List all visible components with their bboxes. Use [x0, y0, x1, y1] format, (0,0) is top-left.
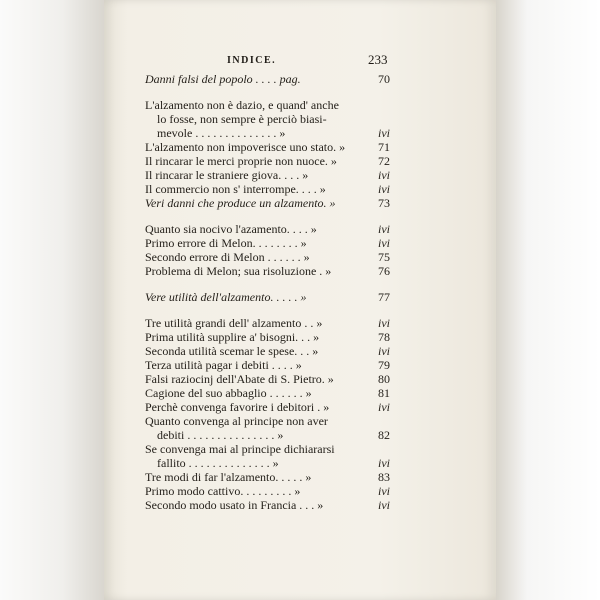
running-head-page-number: 233 — [368, 52, 388, 67]
scan-background-left — [0, 0, 104, 600]
toc-entry — [145, 250, 390, 264]
toc-entry-page: 70 — [378, 72, 390, 86]
toc-entry — [145, 386, 390, 400]
toc-entry — [145, 236, 390, 250]
toc-entry-page: ivi — [378, 498, 390, 512]
toc-entry — [145, 316, 390, 330]
toc-entry — [145, 140, 390, 154]
toc-entry — [145, 182, 390, 196]
toc-entry-page: 76 — [378, 264, 390, 278]
running-head-title: INDICE. — [227, 55, 277, 66]
toc-entry — [145, 414, 390, 442]
toc-entry-text: Secondo modo usato in Francia . . . » — [145, 498, 324, 512]
toc-entry-text: Se convenga mai al principe dichiararsi — [145, 442, 335, 456]
toc-entry-page: ivi — [378, 316, 390, 330]
toc-entry — [145, 290, 390, 304]
toc-entry — [145, 72, 390, 86]
toc-entry-text: Terza utilità pagar i debiti . . . . » — [145, 358, 302, 372]
toc-entry — [145, 344, 390, 358]
toc-entry-text: Falsi raziocinj dell'Abate di S. Pietro. » — [145, 372, 334, 386]
toc-entry-page: ivi — [378, 182, 390, 196]
toc-entry — [145, 196, 390, 210]
toc-entry-text: Il rincarar le merci proprie non nuoce. » — [145, 154, 337, 168]
toc-entry-page: 71 — [378, 140, 390, 154]
toc-entry — [145, 330, 390, 344]
toc-entry — [145, 222, 390, 236]
toc-entry-page: ivi — [378, 400, 390, 414]
toc-entry-page: ivi — [378, 126, 390, 140]
toc-entry-text: Quanto sia nocivo l'azamento. . . . » — [145, 222, 317, 236]
toc-entry-text: Il rincarar le straniere giova. . . . » — [145, 168, 309, 182]
scan-background-right — [496, 0, 600, 600]
toc-entry — [145, 400, 390, 414]
toc-entry-page: ivi — [378, 344, 390, 358]
toc-entry — [145, 98, 390, 140]
toc-entry-text: L'alzamento non impoverisce uno stato. » — [145, 140, 346, 154]
toc-entry — [145, 442, 390, 470]
toc-entry-text: Perchè convenga favorire i debitori . » — [145, 400, 330, 414]
toc-entry-text: Cagione del suo abbaglio . . . . . . » — [145, 386, 312, 400]
toc-entry-page: 77 — [378, 290, 390, 304]
toc-entry-text: L'alzamento non è dazio, e quand' anche — [145, 98, 339, 112]
toc-entry — [145, 498, 390, 512]
toc-entry-page: 82 — [378, 428, 390, 442]
toc-entry — [145, 154, 390, 168]
toc-entry-page: 81 — [378, 386, 390, 400]
toc-entry-text: Primo modo cattivo. . . . . . . . . » — [145, 484, 301, 498]
toc-entry — [145, 358, 390, 372]
toc-entry-text: lo fosse, non sempre è perciò biasi- — [157, 112, 327, 126]
toc-entry-page: ivi — [378, 456, 390, 470]
toc-entry-text: debiti . . . . . . . . . . . . . . . » — [157, 428, 284, 442]
toc-entry-page: 72 — [378, 154, 390, 168]
toc-entry-text: Tre modi di far l'alzamento. . . . . » — [145, 470, 312, 484]
toc-entry-text: Veri danni che produce un alzamento. » — [145, 196, 336, 210]
toc-entry-page: 78 — [378, 330, 390, 344]
toc-entry-text: Primo errore di Melon. . . . . . . . » — [145, 236, 307, 250]
toc-entry — [145, 470, 390, 484]
toc-entry-text: Prima utilità supplire a' bisogni. . . » — [145, 330, 320, 344]
toc-entry-text: Secondo errore di Melon . . . . . . » — [145, 250, 310, 264]
toc-entry-page: ivi — [378, 236, 390, 250]
toc-entry-page: 83 — [378, 470, 390, 484]
toc-entry-text: Seconda utilità scemar le spese. . . » — [145, 344, 319, 358]
toc-entry-page: 73 — [378, 196, 390, 210]
toc-entry — [145, 168, 390, 182]
toc-entry — [145, 372, 390, 386]
toc-entry — [145, 264, 390, 278]
toc-entry-text: Quanto convenga al principe non aver — [145, 414, 328, 428]
toc-entry-text: Vere utilità dell'alzamento. . . . . » — [145, 290, 307, 304]
table-of-contents — [145, 72, 390, 512]
toc-entry-text: Tre utilità grandi dell' alzamento . . » — [145, 316, 323, 330]
toc-entry-page: 79 — [378, 358, 390, 372]
toc-entry-text: Problema di Melon; sua risoluzione . » — [145, 264, 332, 278]
toc-entry-page: ivi — [378, 168, 390, 182]
toc-entry-page: 75 — [378, 250, 390, 264]
toc-entry-text: Il commercio non s' interrompe. . . . » — [145, 182, 326, 196]
toc-entry-page: 80 — [378, 372, 390, 386]
toc-entry-page: ivi — [378, 222, 390, 236]
toc-entry-text: fallito . . . . . . . . . . . . . . » — [157, 456, 279, 470]
toc-entry — [145, 484, 390, 498]
toc-entry-text: mevole . . . . . . . . . . . . . . » — [157, 126, 286, 140]
toc-entry-text: Danni falsi del popolo . . . . pag. — [145, 72, 301, 86]
toc-entry-page: ivi — [378, 484, 390, 498]
